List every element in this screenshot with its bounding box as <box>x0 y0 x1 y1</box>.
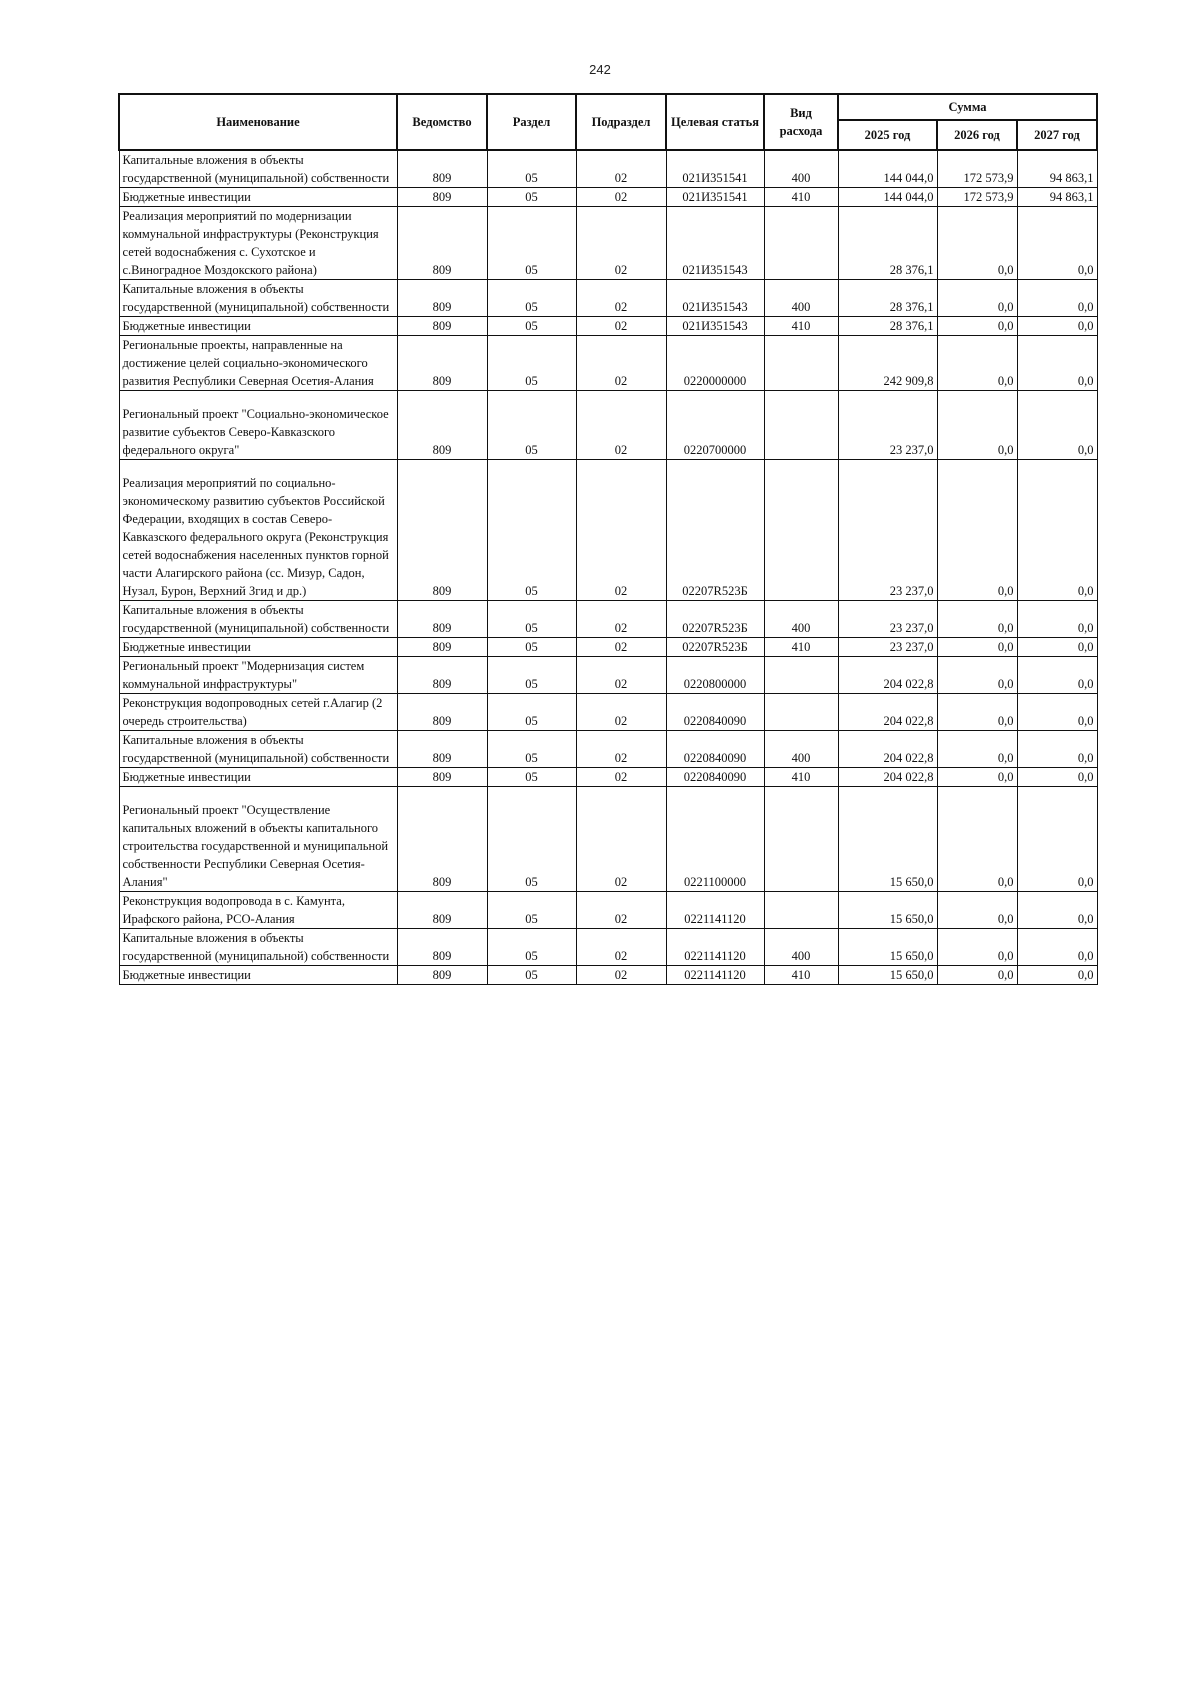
row-amount-2025: 15 650,0 <box>838 892 937 929</box>
row-name: Реконструкция водопроводных сетей г.Алагир (2 очередь строительства) <box>119 694 397 731</box>
row-section: 05 <box>487 638 576 657</box>
row-ministry: 809 <box>397 694 487 731</box>
table-row <box>119 694 1097 731</box>
row-amount-2027: 94 863,1 <box>1017 150 1097 188</box>
row-section: 05 <box>487 787 576 892</box>
row-amount-2025: 144 044,0 <box>838 150 937 188</box>
row-target-article: 02207R523Б <box>666 601 764 638</box>
row-ministry: 809 <box>397 966 487 985</box>
row-section: 05 <box>487 336 576 391</box>
row-subsection: 02 <box>576 601 666 638</box>
header-target-article: Целевая статья <box>666 94 764 150</box>
row-name: Капитальные вложения в объекты государственной (муниципальной) собственности <box>119 731 397 768</box>
row-amount-2025: 23 237,0 <box>838 391 937 460</box>
row-amount-2025: 204 022,8 <box>838 657 937 694</box>
row-amount-2025: 23 237,0 <box>838 638 937 657</box>
row-name: Бюджетные инвестиции <box>119 638 397 657</box>
row-subsection: 02 <box>576 207 666 280</box>
row-ministry: 809 <box>397 929 487 966</box>
row-subsection: 02 <box>576 317 666 336</box>
row-subsection: 02 <box>576 280 666 317</box>
row-amount-2026: 0,0 <box>937 966 1017 985</box>
row-target-article: 0220840090 <box>666 694 764 731</box>
row-expense-type: 410 <box>764 966 838 985</box>
row-amount-2026: 172 573,9 <box>937 150 1017 188</box>
row-name: Бюджетные инвестиции <box>119 188 397 207</box>
row-ministry: 809 <box>397 657 487 694</box>
row-ministry: 809 <box>397 768 487 787</box>
row-expense-type: 410 <box>764 317 838 336</box>
row-amount-2025: 144 044,0 <box>838 188 937 207</box>
row-amount-2026: 0,0 <box>937 336 1017 391</box>
table-row <box>119 731 1097 768</box>
row-amount-2026: 0,0 <box>937 694 1017 731</box>
header-ministry: Ведомство <box>397 94 487 150</box>
row-subsection: 02 <box>576 657 666 694</box>
row-section: 05 <box>487 966 576 985</box>
row-expense-type <box>764 207 838 280</box>
row-section: 05 <box>487 731 576 768</box>
row-name: Капитальные вложения в объекты государственной (муниципальной) собственности <box>119 150 397 188</box>
row-subsection: 02 <box>576 966 666 985</box>
row-expense-type: 410 <box>764 638 838 657</box>
row-section: 05 <box>487 929 576 966</box>
row-name: Капитальные вложения в объекты государственной (муниципальной) собственности <box>119 280 397 317</box>
row-expense-type <box>764 694 838 731</box>
row-amount-2025: 28 376,1 <box>838 317 937 336</box>
row-name: Региональный проект "Социально-экономическое развитие субъектов Северо-Кавказского федерального округа" <box>119 391 397 460</box>
row-expense-type <box>764 391 838 460</box>
table-row <box>119 966 1097 985</box>
row-section: 05 <box>487 391 576 460</box>
row-name: Реконструкция водопровода в с. Камунта, Ирафского района, РСО-Алания <box>119 892 397 929</box>
row-amount-2027: 0,0 <box>1017 929 1097 966</box>
row-section: 05 <box>487 460 576 601</box>
row-section: 05 <box>487 150 576 188</box>
row-amount-2026: 0,0 <box>937 768 1017 787</box>
row-expense-type: 410 <box>764 768 838 787</box>
row-amount-2027: 0,0 <box>1017 731 1097 768</box>
row-subsection: 02 <box>576 460 666 601</box>
row-subsection: 02 <box>576 150 666 188</box>
row-subsection: 02 <box>576 787 666 892</box>
row-amount-2027: 0,0 <box>1017 207 1097 280</box>
row-target-article: 0220800000 <box>666 657 764 694</box>
header-subsection: Подраздел <box>576 94 666 150</box>
row-expense-type: 400 <box>764 601 838 638</box>
row-amount-2027: 0,0 <box>1017 280 1097 317</box>
row-amount-2027: 0,0 <box>1017 787 1097 892</box>
row-expense-type: 400 <box>764 280 838 317</box>
row-amount-2026: 0,0 <box>937 460 1017 601</box>
row-target-article: 0220840090 <box>666 768 764 787</box>
row-amount-2026: 0,0 <box>937 638 1017 657</box>
row-amount-2027: 0,0 <box>1017 638 1097 657</box>
row-expense-type <box>764 336 838 391</box>
table-row <box>119 768 1097 787</box>
table-row <box>119 929 1097 966</box>
row-ministry: 809 <box>397 207 487 280</box>
row-target-article: 02207R523Б <box>666 460 764 601</box>
row-amount-2025: 204 022,8 <box>838 731 937 768</box>
header-year-2025: 2025 год <box>838 120 937 150</box>
row-expense-type: 400 <box>764 731 838 768</box>
row-amount-2026: 0,0 <box>937 317 1017 336</box>
row-name: Региональный проект "Модернизация систем коммунальной инфраструктуры" <box>119 657 397 694</box>
row-subsection: 02 <box>576 188 666 207</box>
row-amount-2027: 0,0 <box>1017 391 1097 460</box>
row-amount-2025: 28 376,1 <box>838 207 937 280</box>
row-section: 05 <box>487 601 576 638</box>
row-ministry: 809 <box>397 188 487 207</box>
row-amount-2025: 28 376,1 <box>838 280 937 317</box>
table-row <box>119 460 1097 601</box>
row-expense-type <box>764 787 838 892</box>
row-amount-2027: 0,0 <box>1017 601 1097 638</box>
row-amount-2025: 15 650,0 <box>838 787 937 892</box>
row-target-article: 0221100000 <box>666 787 764 892</box>
row-name: Региональный проект "Осуществление капитальных вложений в объекты капитального строительства государственной и муниципальной собственности Республики Северная Осетия-Алания" <box>119 787 397 892</box>
table-row <box>119 892 1097 929</box>
header-year-2026: 2026 год <box>937 120 1017 150</box>
row-section: 05 <box>487 768 576 787</box>
table-row <box>119 317 1097 336</box>
row-section: 05 <box>487 657 576 694</box>
row-ministry: 809 <box>397 336 487 391</box>
row-name: Реализация мероприятий по социально-экономическому развитию субъектов Российской Федерации, входящих в состав Северо-Кавказского федерального округа (Реконструкция сетей водоснабжения населенных пунктов горной части Алагирского района (сс. Мизур, Садон, Нузал, Бурон, Верхний Згид и др.) <box>119 460 397 601</box>
row-name: Бюджетные инвестиции <box>119 966 397 985</box>
row-name: Региональные проекты, направленные на достижение целей социально-экономического развития Республики Северная Осетия-Алания <box>119 336 397 391</box>
table-row <box>119 280 1097 317</box>
row-ministry: 809 <box>397 391 487 460</box>
row-ministry: 809 <box>397 787 487 892</box>
row-subsection: 02 <box>576 892 666 929</box>
row-amount-2027: 0,0 <box>1017 657 1097 694</box>
row-target-article: 021И351543 <box>666 207 764 280</box>
row-ministry: 809 <box>397 317 487 336</box>
row-amount-2026: 0,0 <box>937 280 1017 317</box>
row-amount-2025: 242 909,8 <box>838 336 937 391</box>
row-amount-2026: 0,0 <box>937 929 1017 966</box>
row-ministry: 809 <box>397 892 487 929</box>
row-subsection: 02 <box>576 638 666 657</box>
row-amount-2026: 0,0 <box>937 731 1017 768</box>
row-name: Капитальные вложения в объекты государственной (муниципальной) собственности <box>119 929 397 966</box>
row-ministry: 809 <box>397 731 487 768</box>
row-subsection: 02 <box>576 768 666 787</box>
row-section: 05 <box>487 207 576 280</box>
table-row <box>119 150 1097 188</box>
row-target-article: 0220000000 <box>666 336 764 391</box>
row-amount-2027: 94 863,1 <box>1017 188 1097 207</box>
row-amount-2026: 0,0 <box>937 657 1017 694</box>
page-number: 242 <box>589 62 611 77</box>
row-amount-2026: 0,0 <box>937 207 1017 280</box>
row-amount-2027: 0,0 <box>1017 317 1097 336</box>
row-expense-type <box>764 657 838 694</box>
row-amount-2026: 0,0 <box>937 391 1017 460</box>
row-ministry: 809 <box>397 280 487 317</box>
row-section: 05 <box>487 892 576 929</box>
table-row <box>119 391 1097 460</box>
row-ministry: 809 <box>397 460 487 601</box>
row-amount-2025: 204 022,8 <box>838 694 937 731</box>
row-subsection: 02 <box>576 731 666 768</box>
table-row <box>119 601 1097 638</box>
row-subsection: 02 <box>576 929 666 966</box>
row-expense-type: 410 <box>764 188 838 207</box>
row-target-article: 02207R523Б <box>666 638 764 657</box>
table-row <box>119 657 1097 694</box>
header-name: Наименование <box>119 94 397 150</box>
table-row <box>119 188 1097 207</box>
row-amount-2026: 0,0 <box>937 787 1017 892</box>
row-section: 05 <box>487 694 576 731</box>
row-amount-2026: 0,0 <box>937 892 1017 929</box>
row-ministry: 809 <box>397 601 487 638</box>
row-amount-2025: 15 650,0 <box>838 929 937 966</box>
header-section: Раздел <box>487 94 576 150</box>
row-amount-2025: 23 237,0 <box>838 601 937 638</box>
row-name: Реализация мероприятий по модернизации коммунальной инфраструктуры (Реконструкция сетей водоснабжения с. Сухотское и с.Виноградное Моздокского района) <box>119 207 397 280</box>
row-target-article: 0221141120 <box>666 929 764 966</box>
row-amount-2025: 23 237,0 <box>838 460 937 601</box>
row-subsection: 02 <box>576 336 666 391</box>
row-expense-type <box>764 892 838 929</box>
header-expense-type: Вид расхода <box>764 94 838 150</box>
table-row <box>119 336 1097 391</box>
row-amount-2027: 0,0 <box>1017 892 1097 929</box>
row-target-article: 021И351541 <box>666 188 764 207</box>
row-subsection: 02 <box>576 391 666 460</box>
row-ministry: 809 <box>397 150 487 188</box>
row-amount-2026: 172 573,9 <box>937 188 1017 207</box>
row-name: Бюджетные инвестиции <box>119 317 397 336</box>
row-amount-2027: 0,0 <box>1017 966 1097 985</box>
row-amount-2027: 0,0 <box>1017 768 1097 787</box>
row-subsection: 02 <box>576 694 666 731</box>
row-target-article: 0220840090 <box>666 731 764 768</box>
row-target-article: 021И351543 <box>666 317 764 336</box>
row-section: 05 <box>487 280 576 317</box>
row-target-article: 021И351541 <box>666 150 764 188</box>
row-amount-2025: 204 022,8 <box>838 768 937 787</box>
table-row <box>119 207 1097 280</box>
header-sum: Сумма <box>838 94 1097 120</box>
row-amount-2027: 0,0 <box>1017 336 1097 391</box>
header-year-2027: 2027 год <box>1017 120 1097 150</box>
budget-table <box>118 93 1098 985</box>
row-ministry: 809 <box>397 638 487 657</box>
row-target-article: 0220700000 <box>666 391 764 460</box>
row-name: Капитальные вложения в объекты государственной (муниципальной) собственности <box>119 601 397 638</box>
row-amount-2027: 0,0 <box>1017 694 1097 731</box>
row-expense-type: 400 <box>764 929 838 966</box>
row-section: 05 <box>487 188 576 207</box>
row-target-article: 0221141120 <box>666 966 764 985</box>
row-expense-type <box>764 460 838 601</box>
row-target-article: 0221141120 <box>666 892 764 929</box>
row-amount-2026: 0,0 <box>937 601 1017 638</box>
row-name: Бюджетные инвестиции <box>119 768 397 787</box>
row-target-article: 021И351543 <box>666 280 764 317</box>
row-amount-2025: 15 650,0 <box>838 966 937 985</box>
table-row <box>119 638 1097 657</box>
table-row <box>119 787 1097 892</box>
row-expense-type: 400 <box>764 150 838 188</box>
row-amount-2027: 0,0 <box>1017 460 1097 601</box>
table-body <box>119 150 1097 985</box>
row-section: 05 <box>487 317 576 336</box>
